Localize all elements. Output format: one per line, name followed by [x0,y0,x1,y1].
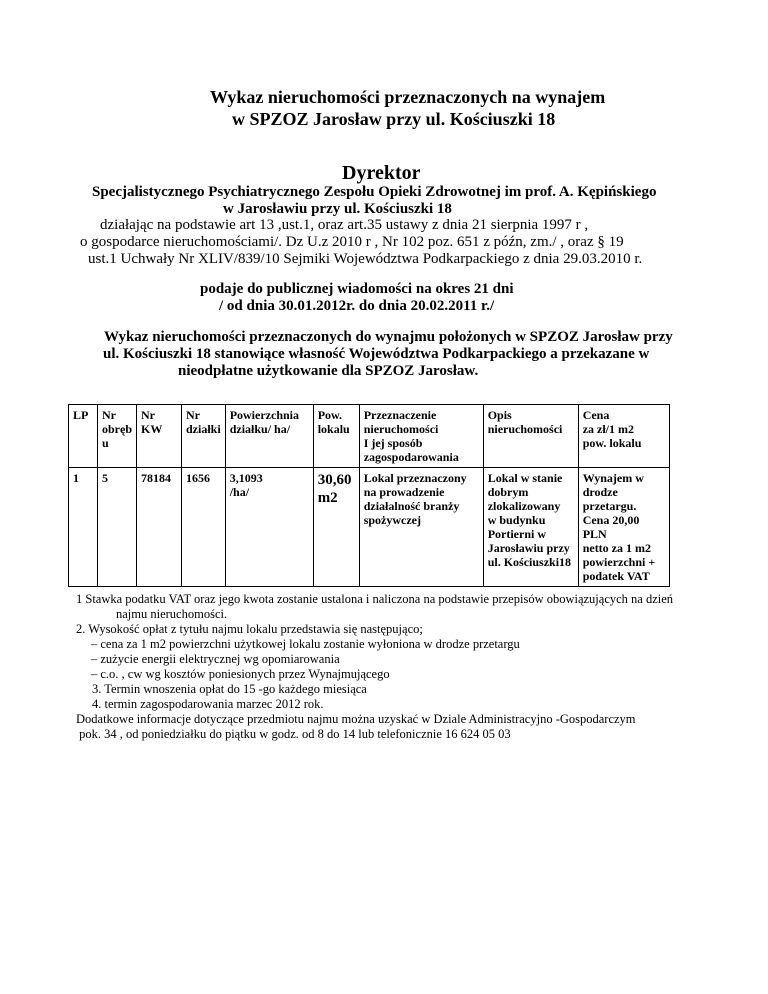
list-intro-line-2: ul. Kościuszki 18 stanowiące własność Województwa Podkarpackiego a przekazane w [103,346,650,362]
announcement-line-1: podaje do publicznej wiadomości na okres 21 dni [200,281,514,297]
note-1-line-2: najmu nieruchomości. [116,607,228,621]
note-1-line-1: 1 Stawka podatku VAT oraz jego kwota zostanie ustalona i naliczona na podstawie przepisów obowiązujących na dzień [76,592,674,606]
announcement-line-2: / od dnia 30.01.2012r. do dnia 20.02.2011 r./ [219,298,495,314]
issuer-name-line-2: w Jarosławiu przy ul. Kościuszki 18 [223,201,452,217]
table-header-row [69,405,670,468]
cell-opis: Lokal w stanie dobrym zlokalizowany w budynku Portierni w Jarosławiu przy ul. Kościuszki18 [483,468,578,587]
list-intro-line-1: Wykaz nieruchomości przeznaczonych do wynajmu położonych w SPZOZ Jarosław przy [104,329,673,345]
legal-basis-line-3: ust.1 Uchwały Nr XLIV/839/10 Sejmiki Województwa Podkarpackiego z dnia 29.03.2010 r. [88,251,643,267]
note-dash-2: – zużycie energii elektrycznej wg opomiarowania [91,652,340,666]
cell-obreb: 5 [98,468,137,587]
title-line-2: w SPZOZ Jarosław przy ul. Kościuszki 18 [232,109,556,129]
header-pow-lokalu: Pow. lokalu [313,405,359,468]
note-4: 4. termin zagospodarowania marzec 2012 rok. [92,697,324,711]
legal-basis-line-2: o gospodarce nieruchomościami/. Dz U.z 2010 r , Nr 102 poz. 651 z późn, zm./ , oraz § 19 [80,234,624,250]
header-lp: LP [69,405,98,468]
cell-powierzchnia: 3,1093 /ha/ [225,468,313,587]
note-dash-3: – c.o. , cw wg kosztów poniesionych przez Wynajmującego [91,667,390,681]
table-row [69,468,670,587]
cell-przeznaczenie: Lokal przeznaczony na prowadzenie działalność branży spożywczej [359,468,483,587]
title-line-1: Wykaz nieruchomości przeznaczonych na wynajem [210,87,606,107]
cell-kw: 78184 [137,468,182,587]
header-przeznaczenie: Przeznaczenie nieruchomości I jej sposób zagospodarowania [359,405,483,468]
header-dzialki: Nr działki [182,405,226,468]
header-cena: Cena za zł/1 m2 pow. lokalu [578,405,669,468]
dyrektor-heading: Dyrektor [342,162,421,184]
header-opis: Opis nieruchomości [483,405,578,468]
property-table [68,404,670,587]
issuer-name-line-1: Specjalistycznego Psychiatrycznego Zespołu Opieki Zdrowotnej im prof. A. Kępińskiego [92,184,657,200]
footer-line-1: Dodatkowe informacje dotyczące przedmiotu najmu można uzyskać w Dziale Administracyjno -Gospodarczym [76,712,636,726]
legal-basis-line-1: działając na podstawie art 13 ,ust.1, oraz art.35 ustawy z dnia 21 sierpnia 1997 r , [100,217,589,233]
note-dash-1: – cena za 1 m2 powierzchni użytkowej lokalu zostanie wyłoniona w drodze przetargu [91,637,520,651]
notes [76,592,756,712]
header-powierzchnia: Powierzchnia działku/ ha/ [225,405,313,468]
list-intro-line-3: nieodpłatne użytkowanie dla SPZOZ Jarosław. [178,363,479,379]
note-2: 2. Wysokość opłat z tytułu najmu lokalu przedstawia się następująco; [76,622,423,636]
cell-dzialki: 1656 [182,468,226,587]
header-kw: Nr KW [137,405,182,468]
cell-pow-lokalu: 30,60 m2 [313,468,359,587]
header-obreb: Nr obręb u [98,405,137,468]
cell-lp: 1 [69,468,98,587]
note-3: 3. Termin wnoszenia opłat do 15 -go każdego miesiąca [92,682,367,696]
cell-cena: Wynajem w drodze przetargu. Cena 20,00 PLN netto za 1 m2 powierzchni + podatek VAT [578,468,669,587]
footer-line-2: pok. 34 , od poniedziałku do piątku w godz. od 8 do 14 lub telefonicznie 16 624 05 03 [76,727,511,741]
